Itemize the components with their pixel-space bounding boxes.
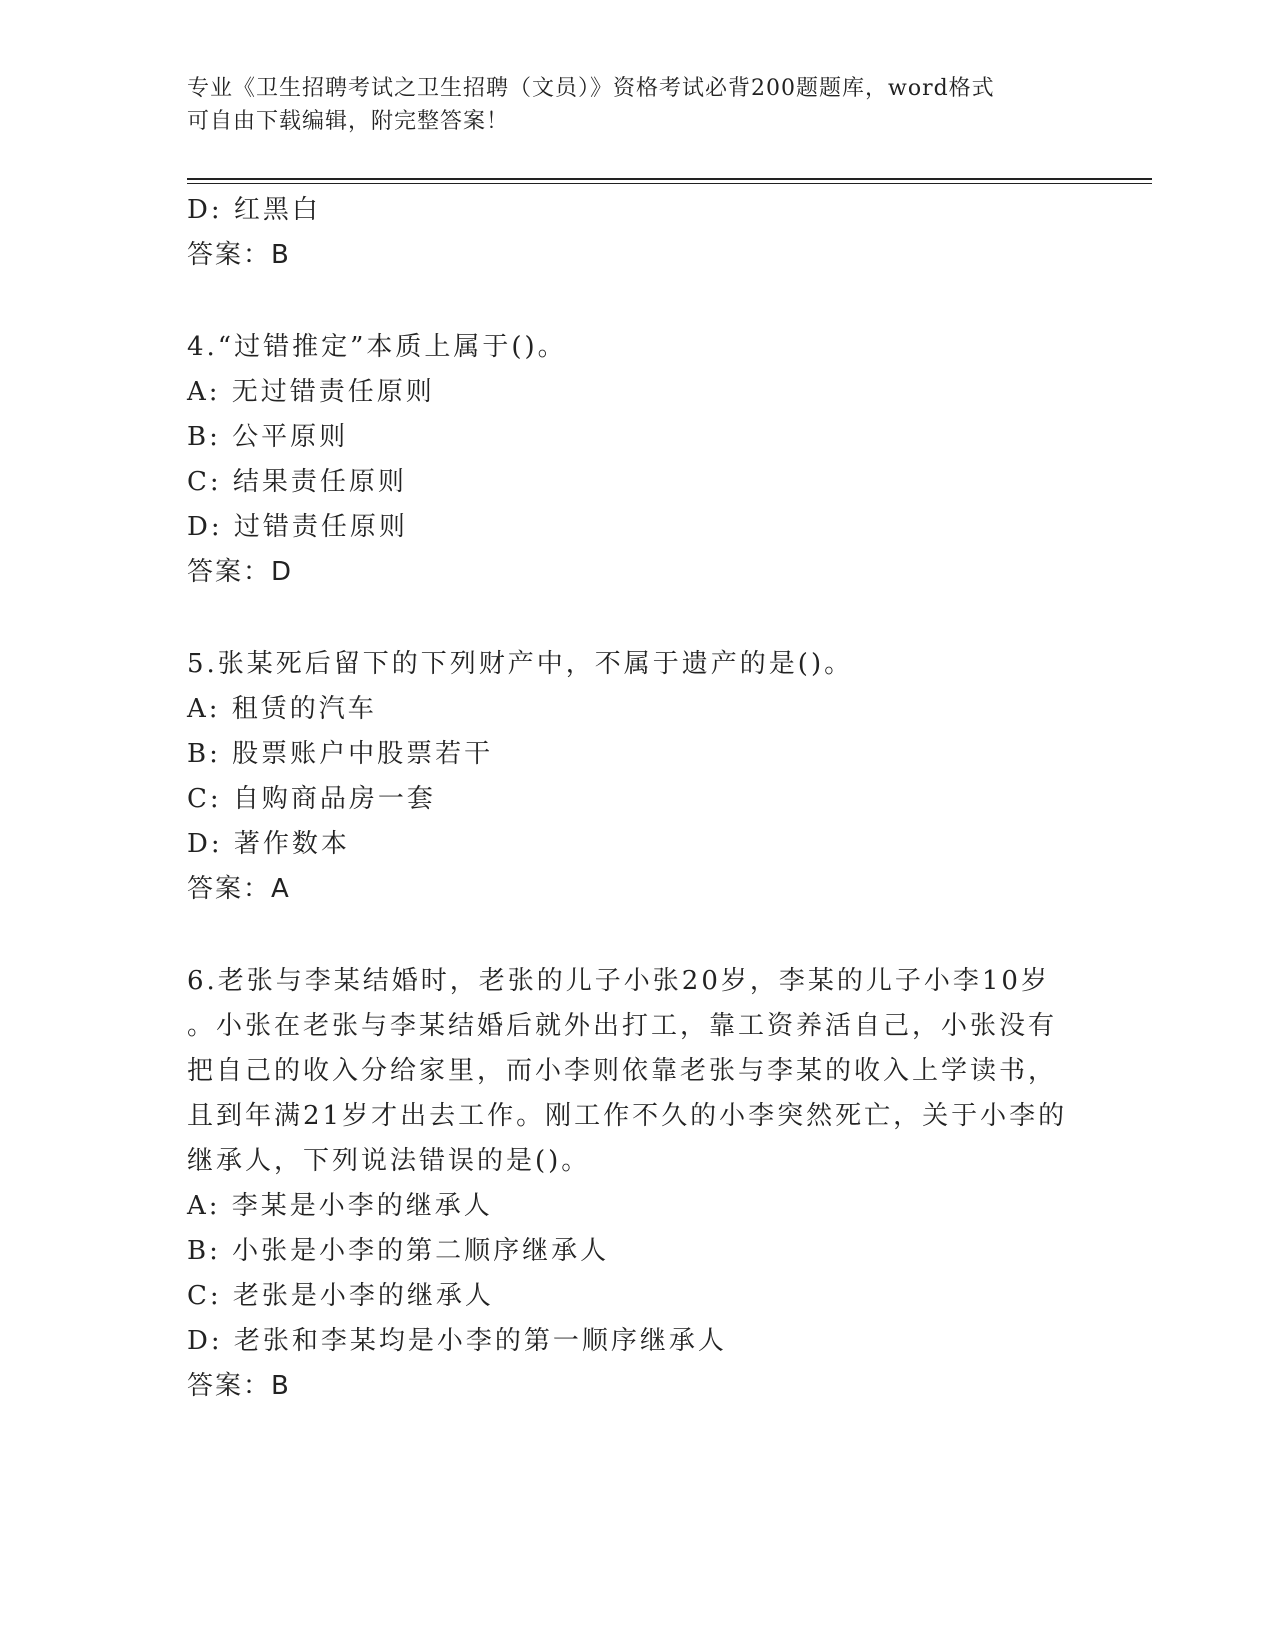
option-b: B: 公平原则 bbox=[187, 422, 349, 452]
question-list bbox=[187, 188, 1087, 1409]
spacer bbox=[187, 912, 1087, 959]
question-4 bbox=[187, 325, 1087, 595]
question-stem bbox=[187, 959, 1087, 1184]
spacer bbox=[187, 595, 1087, 642]
question-3 bbox=[187, 188, 1087, 278]
option-c: C: 结果责任原则 bbox=[187, 467, 407, 497]
header-line-1: 专业《卫生招聘考试之卫生招聘（文员）》资格考试必背200题题库，word格式 bbox=[187, 76, 995, 101]
option-d: D: 红黑白 bbox=[187, 195, 321, 225]
option-a: A: 租赁的汽车 bbox=[187, 694, 377, 724]
question-stem-line: 6.老张与李某结婚时，老张的儿子小张20岁，李某的儿子小李10岁 bbox=[187, 966, 1050, 996]
question-stem-line: 且到年满21岁才出去工作。刚工作不久的小李突然死亡，关于小李的 bbox=[187, 1101, 1068, 1131]
question-5 bbox=[187, 642, 1087, 912]
spacer bbox=[187, 278, 1087, 325]
document-header bbox=[187, 72, 1087, 138]
option-a: A: 李某是小李的继承人 bbox=[187, 1191, 493, 1221]
answer: 答案：B bbox=[187, 240, 291, 270]
option-b: B: 小张是小李的第二顺序继承人 bbox=[187, 1236, 610, 1266]
option-d: D: 老张和李某均是小李的第一顺序继承人 bbox=[187, 1326, 727, 1356]
question-6 bbox=[187, 959, 1087, 1409]
question-stem: 4.“过错推定”本质上属于()。 bbox=[187, 332, 567, 362]
answer: 答案：B bbox=[187, 1371, 291, 1401]
option-b: B: 股票账户中股票若干 bbox=[187, 739, 494, 769]
answer: 答案：A bbox=[187, 874, 291, 904]
option-d: D: 著作数本 bbox=[187, 829, 350, 859]
question-stem: 5.张某死后留下的下列财产中，不属于遗产的是()。 bbox=[187, 649, 854, 679]
header-divider-thick bbox=[187, 178, 1152, 180]
option-c: C: 老张是小李的继承人 bbox=[187, 1281, 494, 1311]
answer: 答案：D bbox=[187, 557, 294, 587]
header-divider-thin bbox=[187, 183, 1152, 184]
option-a: A: 无过错责任原则 bbox=[187, 377, 435, 407]
option-c: C: 自购商品房一套 bbox=[187, 784, 436, 814]
option-d: D: 过错责任原则 bbox=[187, 512, 408, 542]
question-stem-line: 。小张在老张与李某结婚后就外出打工，靠工资养活自己，小张没有 bbox=[187, 1011, 1058, 1041]
question-stem-line: 把自己的收入分给家里，而小李则依靠老张与李某的收入上学读书， bbox=[187, 1056, 1058, 1086]
question-stem-line: 继承人，下列说法错误的是()。 bbox=[187, 1146, 591, 1176]
header-line-2: 可自由下载编辑，附完整答案！ bbox=[187, 109, 510, 134]
